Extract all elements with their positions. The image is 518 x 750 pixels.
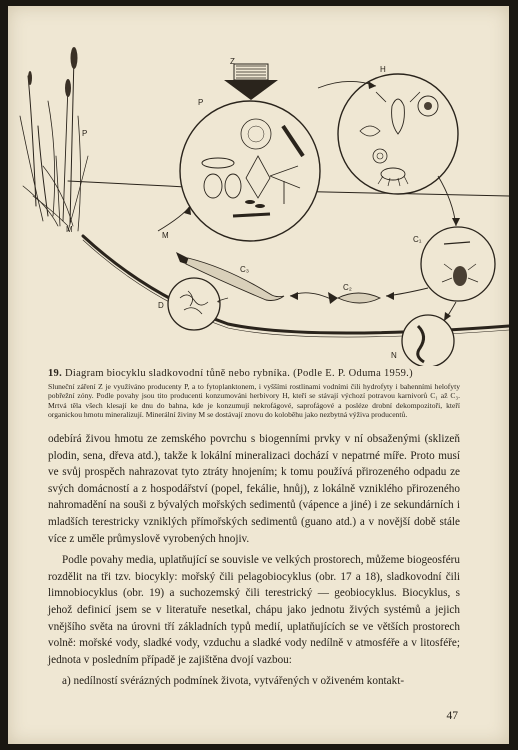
label-carnivore-3: C₃ xyxy=(240,265,250,274)
label-producers: P xyxy=(198,98,204,107)
label-shore-p: P xyxy=(82,129,88,138)
label-decomposers-n: N xyxy=(391,351,397,360)
label-macrophytes: M xyxy=(162,231,169,240)
body-text xyxy=(48,431,460,690)
decomposers-d-circle xyxy=(168,278,220,330)
biocycle-diagram xyxy=(8,6,509,366)
caption-number: 19. xyxy=(48,368,63,379)
label-carnivore-1: C₁ xyxy=(413,235,422,244)
label-decomposers-d: D xyxy=(158,301,164,310)
caption-title xyxy=(48,368,460,380)
book-page xyxy=(8,6,509,744)
paragraph-2: Podle povahy media, uplatňující se souvisle ve velkých prostorech, můžeme biogeosféru rozdělit na tři tzv. biocykly: mořský čili pelagobiocyklus (obr. 17 a 18), sladkovodní čili limnobiocyklus (obr. 19) a suchozemský čili terestrický — geobiocyklus. Biocyklus, s jehož definicí jsem se v literatuře nesetkal, chápu jako jednotu živých systémů a jejich vnějšího světa na úrovni tří základních typů medií, uplatňujících se ve větších prostorech volně: mořské vody, sladké vody, vzduchu a sladké vody nedílně v atmosféře a v litosféře; jednota v posledním případě je zajištěna dvojí vazbou: xyxy=(48,554,460,666)
decomposers-n-circle xyxy=(402,315,454,366)
fish-c2 xyxy=(328,292,380,304)
sunlight-arrow xyxy=(224,64,278,100)
caption-title-text: Diagram biocyklu sladkovodní tůně nebo rybníka. (Podle E. P. Oduma 1959.) xyxy=(64,368,413,379)
page-number: 47 xyxy=(446,710,458,722)
caption-text: Sluneční záření Z je využíváno producenty P, a to fytoplanktonem, i vyššími rostlinami vodními čili hydrofyty i bahenními helofyty pobřežní zóny. Podle povahy jsou tito producenti konzumováni herbivory H, kteří se stávají výchozí potravou karnivorů C₁ až C₃. Mrtvá těla všech klesají ke dnu do bahna, kde je konzumují nekrofágové, saprofágové a posléze drobní dekompozitoři, kteří organickou hmotu mineralizují. Minerální živiny M se dostávají znovu do koloběhu jako nezbytná výživa producentů. xyxy=(48,382,460,420)
label-shore-m: M xyxy=(66,225,73,234)
carnivore-c1-circle xyxy=(421,227,495,301)
label-carnivore-2: C₂ xyxy=(343,283,352,292)
herbivores-circle xyxy=(338,74,458,194)
label-sun: Z xyxy=(230,57,235,66)
figure-caption xyxy=(48,368,460,420)
paragraph-1: odebírá živou hmotu ze zemského povrchu s biogenními prvky v ní obsaženými (sklizeň plodin, sena, dřeva atd.), takže k lokální mineralizaci dochází v nepatrné míře. Proto musí ve svůj prospěch nahrazovat tyto ztráty hnojením; k tomu používá přirozeného odpadu ze svých domácností a z hospodářství (popel, fekálie, hnůj), z lokálně vzniklého přirozeného nahromadění na souši z bývalých mořských sedimentů (vápence a jiné) i ze sekundárních i mladších terestricky vzniklých přímořských sedimentů (guano atd.) a v novější době stále více z uměle průmyslově vyrobených hnojiv. xyxy=(48,433,460,545)
paragraph-3: a) nedílností svérázných podmínek života, vytvářených v oživeném kontakt- xyxy=(62,675,405,688)
label-herbivores: H xyxy=(380,65,386,74)
producers-circle xyxy=(180,101,320,241)
